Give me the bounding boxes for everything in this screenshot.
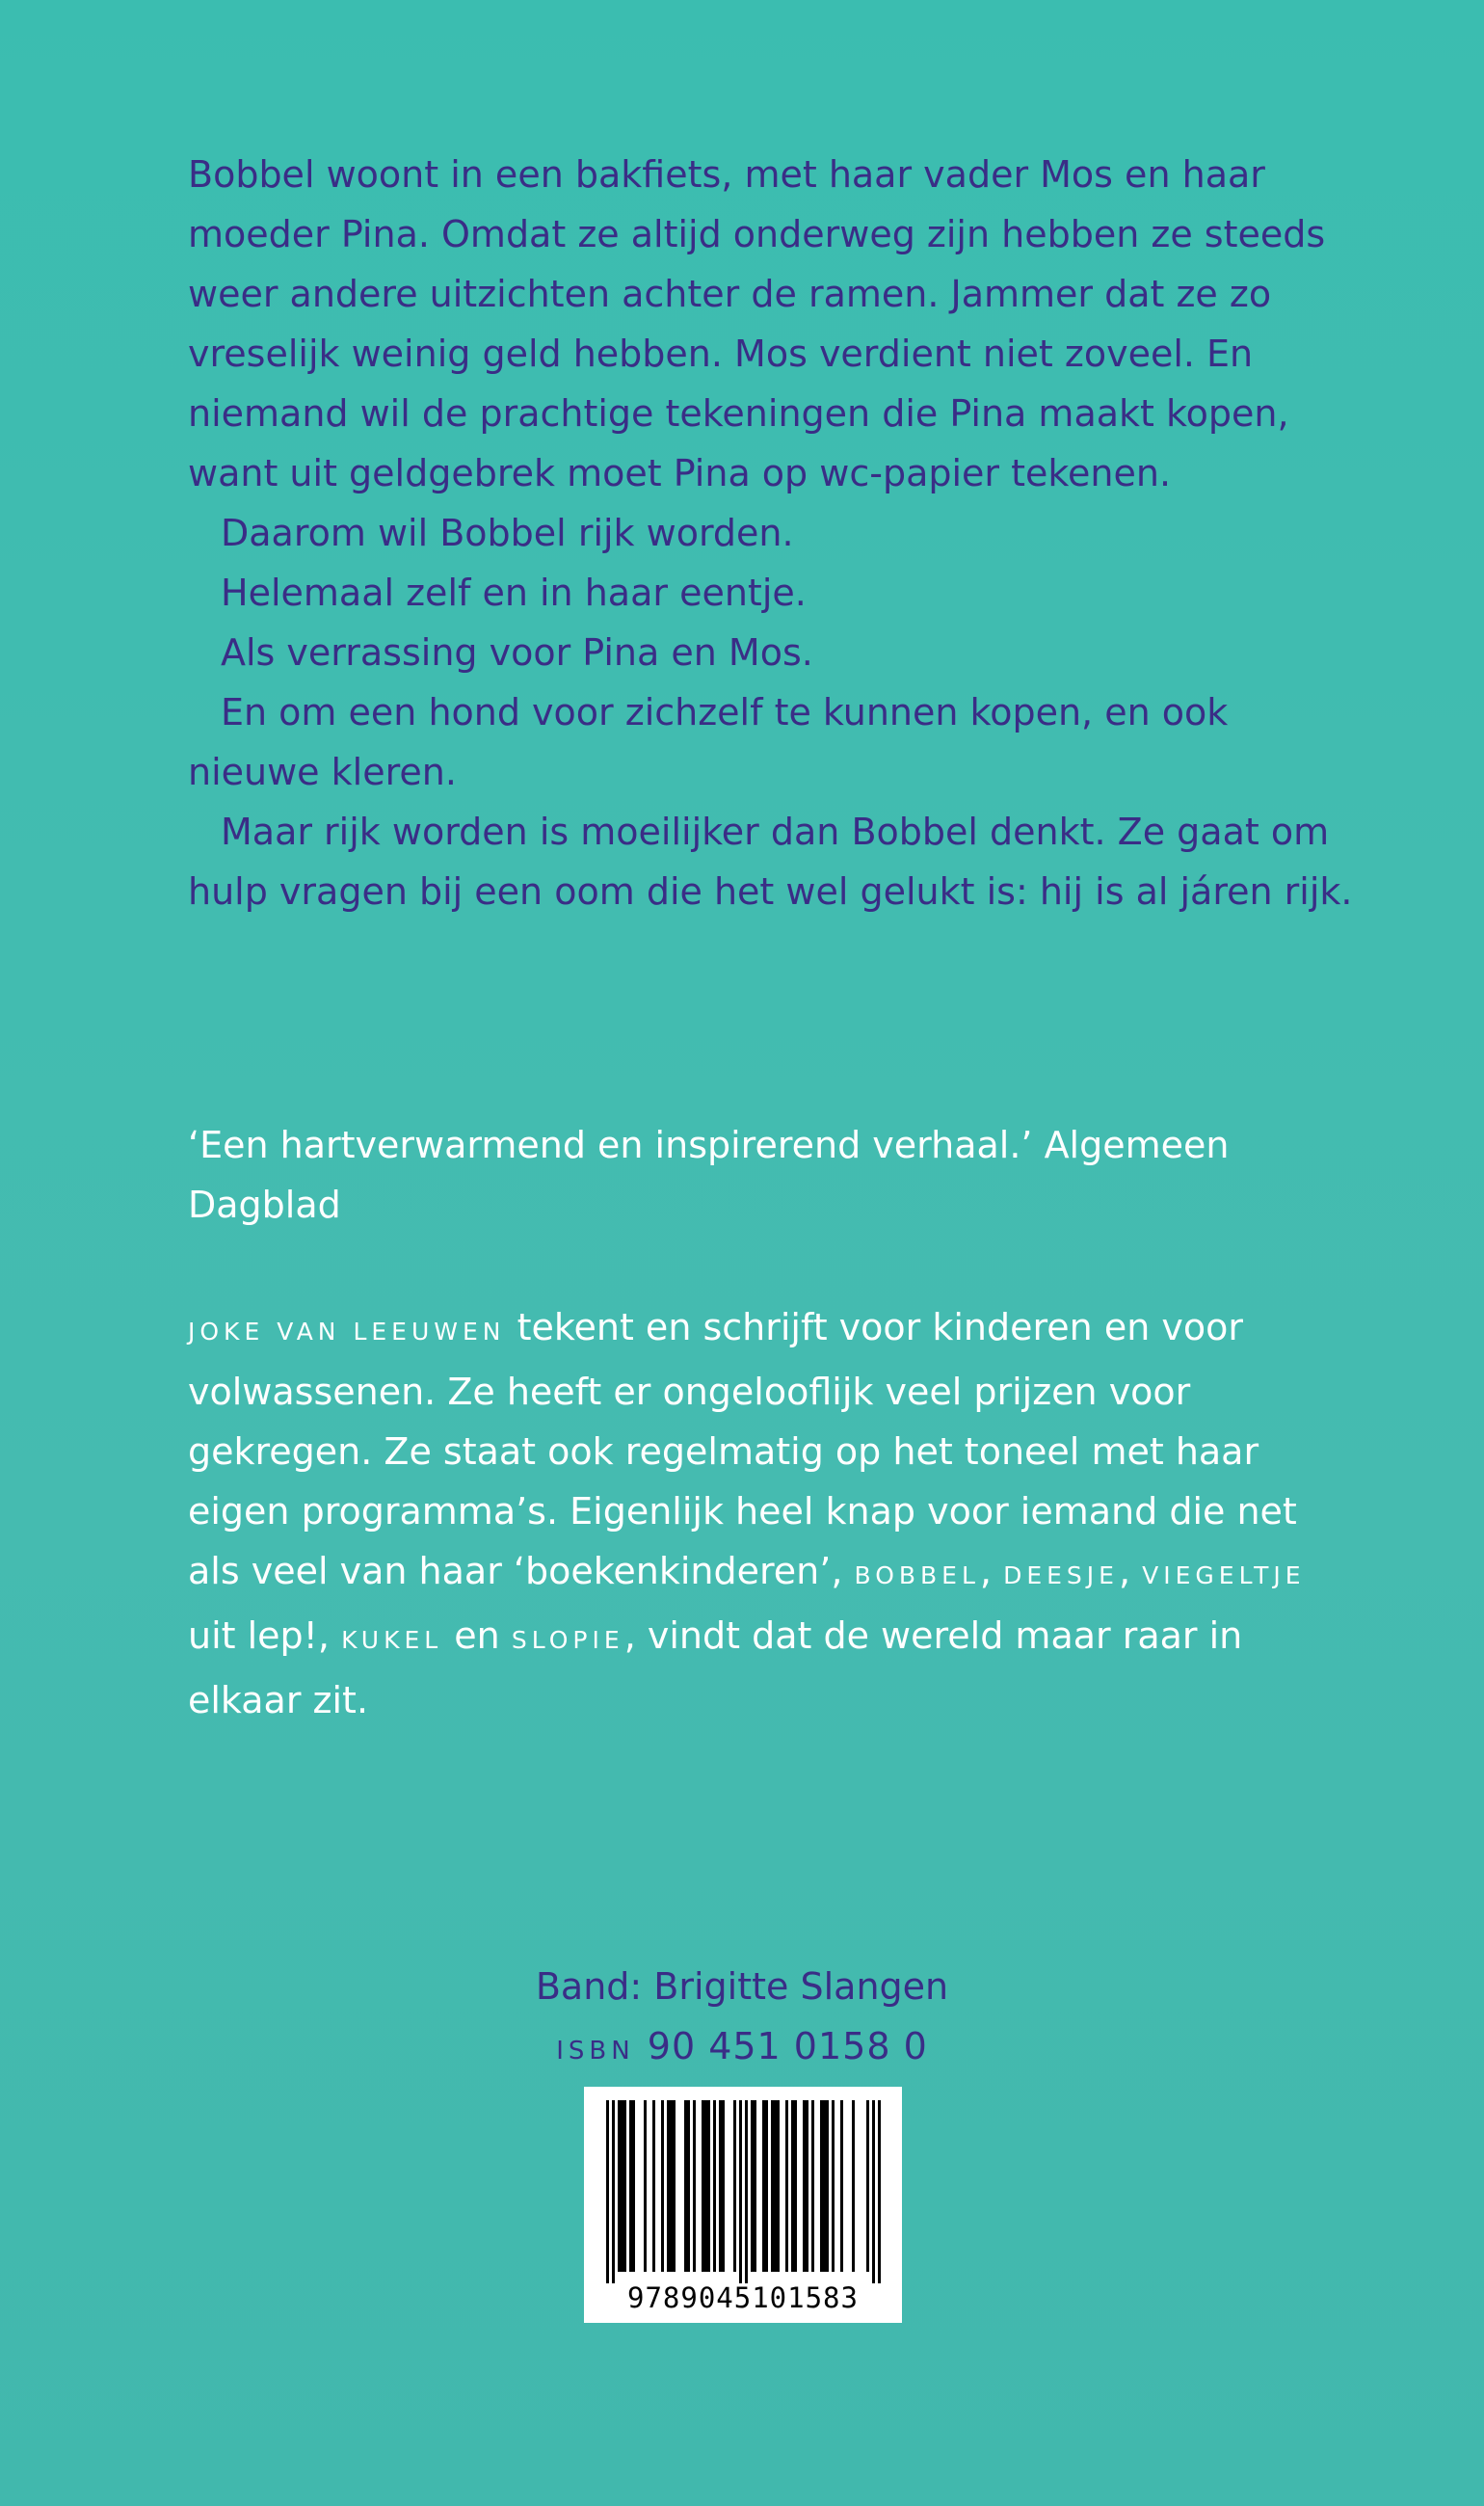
barcode-bar <box>684 2100 687 2272</box>
blurb-paragraph: Bobbel woont in een bakfiets, met haar vader Mos en haar moeder Pina. Omdat ze altijd onderweg zijn hebben ze steeds weer andere uitzichten achter de ramen. Jammer dat ze zo vreselijk weinig geld hebben. Mos verdient niet zoveel. En niemand wil de prachtige tekeningen die Pina maakt kopen, want uit geldgebrek moet Pina op wc-papier tekenen. <box>188 153 1326 494</box>
blurb-paragraph: Als verrassing voor Pina en Mos. <box>221 631 813 674</box>
blurb-paragraph: En om een hond voor zichzelf te kunnen kopen, en ook nieuwe kleren. <box>188 691 1229 793</box>
barcode-bar <box>794 2100 797 2272</box>
character-name: DEESJE <box>1003 1561 1119 1589</box>
barcode-bar <box>618 2100 621 2272</box>
barcode-bar <box>644 2100 647 2272</box>
author-bio <box>188 1297 1359 1730</box>
barcode-bar <box>606 2100 609 2283</box>
blurb-paragraph: Helemaal zelf en in haar eentje. <box>221 572 807 614</box>
barcode-bar <box>878 2100 881 2283</box>
barcode-bar <box>777 2100 780 2272</box>
barcode-bar <box>832 2100 835 2272</box>
isbn <box>0 2016 1484 2081</box>
barcode-bar <box>629 2100 632 2272</box>
barcode-bar <box>621 2100 623 2272</box>
barcode-bar <box>733 2100 736 2272</box>
barcode-number: 9789045101583 <box>627 2281 859 2314</box>
barcode-bar <box>612 2100 615 2283</box>
author-bio-text: en <box>442 1614 512 1657</box>
barcode-bar <box>803 2100 806 2272</box>
author-bio-text: , <box>1118 1550 1143 1592</box>
barcode-bar <box>722 2100 725 2272</box>
barcode-bar <box>820 2100 823 2272</box>
review-quote: ‘Een hartverwarmend en inspirerend verhaal.’ Algemeen Dagblad <box>188 1124 1230 1226</box>
character-name: KUKEL <box>341 1626 443 1654</box>
credits <box>0 1957 1484 2081</box>
barcode-bar <box>739 2100 742 2283</box>
author-bio-text: uit lep!, <box>188 1614 342 1657</box>
barcode-bar <box>667 2100 670 2272</box>
barcode-bar <box>661 2100 664 2272</box>
barcode-bar <box>866 2100 869 2272</box>
blurb-paragraph: Daarom wil Bobbel rijk worden. <box>221 512 794 554</box>
isbn-number: 90 451 0158 0 <box>647 2025 928 2067</box>
barcode-bar <box>774 2100 777 2272</box>
barcode-bar <box>673 2100 676 2272</box>
barcode-bar <box>719 2100 722 2272</box>
barcode-bar <box>872 2100 875 2283</box>
isbn-label: ISBN <box>556 2037 635 2066</box>
barcode-bar <box>811 2100 814 2272</box>
barcode-bar <box>693 2100 696 2272</box>
author-bio-text: , vindt dat de wereld maar raar in elkaar zit. <box>188 1614 1243 1721</box>
character-name: VIEGELTJE <box>1142 1561 1306 1589</box>
author-name: JOKE VAN LEEUWEN <box>188 1318 506 1346</box>
barcode-bar <box>785 2100 788 2272</box>
barcode-bar <box>754 2100 756 2272</box>
barcode-bars <box>584 2087 902 2284</box>
barcode-bar <box>745 2100 748 2283</box>
barcode-bar <box>826 2100 829 2272</box>
barcode-bar <box>704 2100 707 2272</box>
barcode-bar <box>707 2100 710 2272</box>
barcode-bar <box>823 2100 826 2272</box>
cover-credit: Band: Brigitte Slangen <box>535 1965 949 2008</box>
blurb <box>188 145 1359 921</box>
blurb-paragraph: Maar rijk worden is moeilijker dan Bobbel denkt. Ze gaat om hulp vragen bij een oom die het wel gelukt is: hij is al járen rijk. <box>188 811 1353 913</box>
barcode-bar <box>840 2100 843 2272</box>
barcode-bar <box>791 2100 794 2272</box>
barcode-bar <box>713 2100 716 2272</box>
barcode-bar <box>670 2100 673 2272</box>
barcode-bar <box>806 2100 808 2272</box>
barcode-bar <box>852 2100 855 2272</box>
barcode-bar <box>632 2100 635 2272</box>
barcode <box>584 2087 902 2323</box>
barcode-bar <box>687 2100 690 2272</box>
barcode-bar <box>751 2100 754 2272</box>
character-name: BOBBEL <box>854 1561 980 1589</box>
barcode-bar <box>765 2100 768 2272</box>
author-bio-text: , <box>979 1550 1004 1592</box>
barcode-bar <box>702 2100 704 2272</box>
character-name: SLOPIE <box>511 1626 624 1654</box>
barcode-bar <box>762 2100 765 2272</box>
barcode-bar <box>771 2100 774 2272</box>
barcode-bar <box>652 2100 655 2272</box>
author-bio-text: tekent en schrijft voor kinderen en voor volwassenen. Ze heeft er ongelooflijk veel prijzen voor gekregen. Ze staat ook regelmatig op het toneel met haar eigen programma’s. Eigenlijk heel knap voor iemand die net als veel van haar ‘boekenkinderen’, <box>188 1306 1297 1592</box>
barcode-bar <box>623 2100 626 2272</box>
